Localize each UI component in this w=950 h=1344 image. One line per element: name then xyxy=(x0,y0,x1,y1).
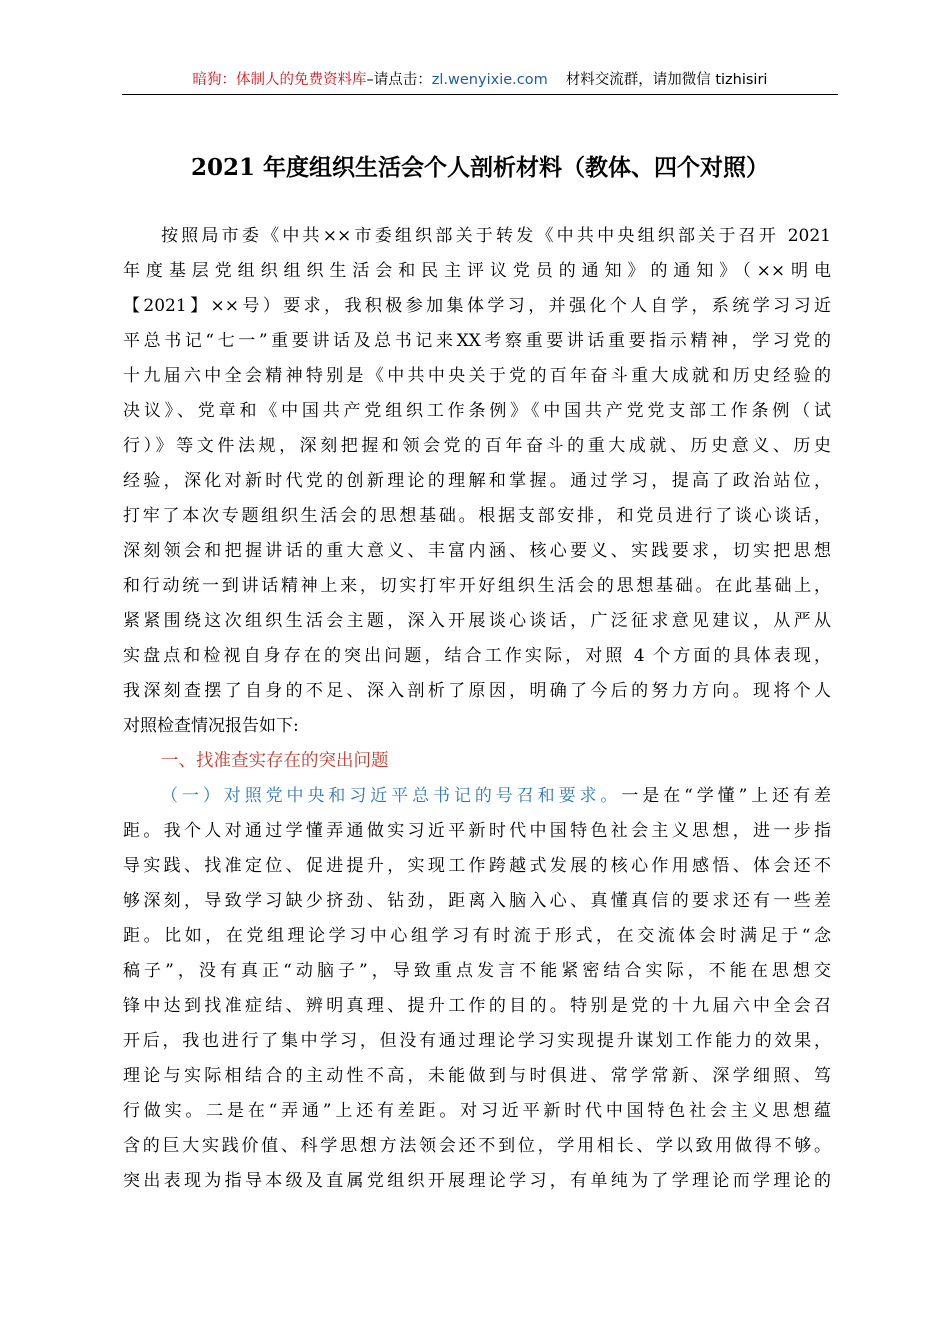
page-header xyxy=(122,68,838,95)
text-line: 突出表现为指导本级及直属党组织开展理论学习，有单纯为了学理论而学理论的 xyxy=(123,1171,831,1191)
text-line: 【2021】××号）要求，我积极参加集体学习，并强化个人自学，系统学习习近 xyxy=(123,296,831,316)
text-line: 距。我个人对通过学懂弄通做实习近平新时代中国特色社会主义思想，进一步指 xyxy=(123,821,831,841)
text-line: 决议》、党章和《中国共产党组织工作条例》《中国共产党党支部工作条例（试 xyxy=(123,401,831,421)
text-line: 含的巨大实践价值、科学思想方法领会还不到位，学用相长、学以致用做得不够。 xyxy=(123,1136,831,1156)
header-library-name: 暗狗：体制人的免费资料库 xyxy=(192,72,367,88)
text-line: 理论与实际相结合的主动性不高，未能做到与时俱进、常学常新、深学细照、笃 xyxy=(123,1066,831,1086)
text-line: 我深刻查摆了自身的不足、深入剖析了原因，明确了今后的努力方向。现将个人 xyxy=(123,681,831,701)
text-line: 深刻领会和把握讲话的重大意义、丰富内涵、核心要义、实践要求，切实把思想 xyxy=(123,541,831,561)
text-line: 稿子”，没有真正“动脑子”，导致重点发言不能紧密结合实际，不能在思想交 xyxy=(123,961,831,981)
text-line: 平总书记“七一”重要讲话及总书记来XX考察重要讲话重要指示精神，学习党的 xyxy=(123,331,831,351)
document-body xyxy=(123,219,831,1199)
document-title: 2021 年度组织生活会个人剖析材料（教体、四个对照） xyxy=(190,154,770,181)
subsection-heading: （一）对照党中央和习近平总书记的号召和要求。 xyxy=(161,786,622,806)
paragraph-intro xyxy=(123,219,831,744)
paragraph-section1 xyxy=(123,779,831,1199)
text-line: 行做实。二是在“弄通”上还有差距。对习近平新时代中国特色社会主义思想蕴 xyxy=(123,1101,831,1121)
text-line: 开后，我也进行了集中学习，但没有通过理论学习实现提升谋划工作能力的效果， xyxy=(123,1031,831,1051)
text-line: 实盘点和检视自身存在的突出问题，结合工作实际，对照 4 个方面的具体表现， xyxy=(123,646,831,666)
text-line: 够深刻，导致学习缺少挤劲、钻劲，距离入脑入心、真懂真信的要求还有一些差 xyxy=(123,891,831,911)
text-line: 打牢了本次专题组织生活会的思想基础。根据支部安排，和党员进行了谈心谈话， xyxy=(123,506,831,526)
header-wechat-note: 材料交流群，请加微信 tizhisiri xyxy=(565,72,768,88)
text-line: 对照检查情况报告如下: xyxy=(123,716,299,736)
text-line xyxy=(123,779,831,814)
section-heading: 一、找准查实存在的突出问题 xyxy=(161,751,389,771)
text-line: 年度基层党组织组织生活会和民主评议党员的通知》的通知》（××明电 xyxy=(123,261,831,281)
header-website-link[interactable]: zl.wenyixie.com xyxy=(431,72,548,88)
text-line: 行）》等文件法规，深刻把握和领会党的百年奋斗的重大成就、历史意义、历史 xyxy=(123,436,831,456)
text-line: 经验，深化对新时代党的创新理论的理解和掌握。通过学习，提高了政治站位， xyxy=(123,471,831,491)
text-line: 锋中达到找准症结、辨明真理、提升工作的目的。特别是党的十九届六中全会召 xyxy=(123,996,831,1016)
text-line: 紧紧围绕这次组织生活会主题，深入开展谈心谈话，广泛征求意见建议，从严从 xyxy=(123,611,831,631)
header-click-prompt: –请点击： xyxy=(366,72,432,88)
text-line: 和行动统一到讲话精神上来，切实打牢开好组织生活会的思想基础。在此基础上， xyxy=(123,576,831,596)
text-line: 十九届六中全会精神特别是《中共中央关于党的百年奋斗重大成就和历史经验的 xyxy=(123,366,831,386)
text-line: 导实践、找准定位、促进提升，实现工作跨越式发展的核心作用感悟、体会还不 xyxy=(123,856,831,876)
text-line: 距。比如，在党组理论学习中心组学习有时流于形式，在交流体会时满足于“念 xyxy=(123,926,831,946)
text-line: 按照局市委《中共××市委组织部关于转发《中共中央组织部关于召开 2021 xyxy=(161,226,831,246)
text-fragment: 一是在“学懂”上还有差 xyxy=(621,786,831,806)
